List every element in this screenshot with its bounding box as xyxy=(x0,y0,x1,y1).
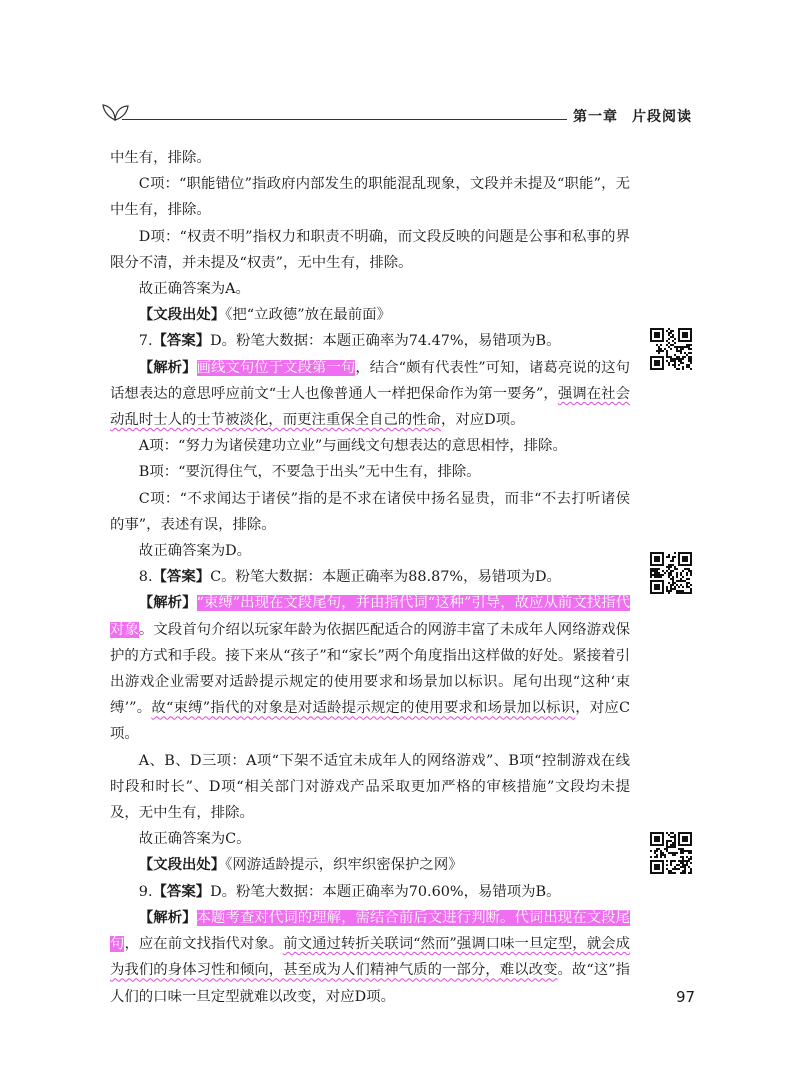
analysis-q8: 【解析】“束缚”出现在文段尾句，并由指代词“这种”引导，故应从前文找指代对象。文段首句介绍以玩家年龄为依据匹配适合的网游丰富了未成年人网络游戏保护的方式和手段。接下来从“孩子”和“家长”两个角度指出这样做的好处。紧接着引出游戏企业需要对适龄提示规定的使用要求和场景加以标识。尾句出现“这种‘束缚’”。故“束缚”指代的对象是对适龄提示规定的使用要求和场景加以标识，对应C项。 xyxy=(110,595,631,743)
source-line: 【文段出处】《把“立政德”放在最前面》 xyxy=(138,307,391,324)
wavy-underline: 强调在社会动乱时士人的士节被淡化，而更注重保全自己的性命 xyxy=(110,385,630,429)
paragraph: C项：“职能错位”指政府内部发生的职能混乱现象，文段并未提及“职能”，无中生有，排除。 xyxy=(110,176,630,219)
answer-q8: 8.【答案】C。粉笔大数据：本题正确率为88.87%，易错项为D。 xyxy=(138,569,561,586)
wavy-underline: 前文通过转折关联词“然而”强调口味一旦定型，就会成为我们的身体习性和倾向，甚至成为人们精神气质的一部分，难以改变 xyxy=(110,936,630,979)
qr-code-icon[interactable] xyxy=(650,832,692,874)
answer-q7: 7.【答案】D。粉笔大数据：本题正确率为74.47%，易错项为B。 xyxy=(138,333,561,350)
highlight: 画线文句位于文段第一句 xyxy=(196,359,356,376)
chapter-title: 第一章 片段阅读 xyxy=(567,106,692,126)
paragraph: 故正确答案为C。 xyxy=(138,831,251,848)
qr-code-icon[interactable] xyxy=(650,552,692,594)
running-header xyxy=(100,98,700,128)
highlight: 本题考查对代词的理解，需结合前后文进行判断。代词出现在文段尾句 xyxy=(110,909,630,953)
paragraph: 中生有，排除。 xyxy=(110,150,211,166)
paragraph: D项：“权责不明”指权力和职责不明确，而文段反映的问题是公事和私事的界限分不清，并未提及“权责”，无中生有，排除。 xyxy=(110,228,630,271)
paragraph: 故正确答案为D。 xyxy=(138,543,252,560)
highlight: “束缚”出现在文段尾句，并由指代词“这种”引导，故应从前文找指代对象 xyxy=(110,595,630,638)
leaf-icon xyxy=(100,98,130,124)
page-number: 97 xyxy=(676,988,696,1006)
paragraph: A项：“努力为诸侯建功立业”与画线文句想表达的意思相悖，排除。 xyxy=(138,438,567,455)
page-body xyxy=(110,145,630,1010)
qr-code-icon[interactable] xyxy=(650,328,692,370)
paragraph: B项：“要沉得住气，不要急于出头”无中生有，排除。 xyxy=(138,464,481,481)
analysis-q7: 【解析】画线文句位于文段第一句，结合“颇有代表性”可知，诸葛亮说的这句话想表达的意思呼应前文“士人也像普通人一样把保命作为第一要务”，强调在社会动乱时士人的士节被淡化，而更注重保全自己的性命，对应D项。 xyxy=(110,359,630,429)
paragraph: C项：“不求闻达于诸侯”指的是不求在诸侯中扬名显贵，而非“不去打听诸侯的事”，表述有误，排除。 xyxy=(110,490,630,533)
paragraph: A、B、D三项：A项“下架不适宜未成年人的网络游戏”、B项“控制游戏在线时段和时长”、D项“相关部门对游戏产品采取更加严格的审核措施”文段均未提及，无中生有，排除。 xyxy=(110,752,630,822)
paragraph: 故正确答案为A。 xyxy=(138,281,250,298)
source-line: 【文段出处】《网游适龄提示，织牢织密保护之网》 xyxy=(138,857,463,874)
answer-q9: 9.【答案】D。粉笔大数据：本题正确率为70.60%，易错项为B。 xyxy=(138,883,561,900)
wavy-underline: 故“束缚”指代的对象是对适龄提示规定的使用要求和场景加以标识 xyxy=(151,700,576,717)
analysis-q9: 【解析】本题考查对代词的理解，需结合前后文进行判断。代词出现在文段尾句，应在前文找指代对象。前文通过转折关联词“然而”强调口味一旦定型，就会成为我们的身体习性和倾向，甚至成为人们精神气质的一部分，难以改变。故“这”指人们的口味一旦定型就难以改变，对应D项。 xyxy=(110,909,630,1005)
